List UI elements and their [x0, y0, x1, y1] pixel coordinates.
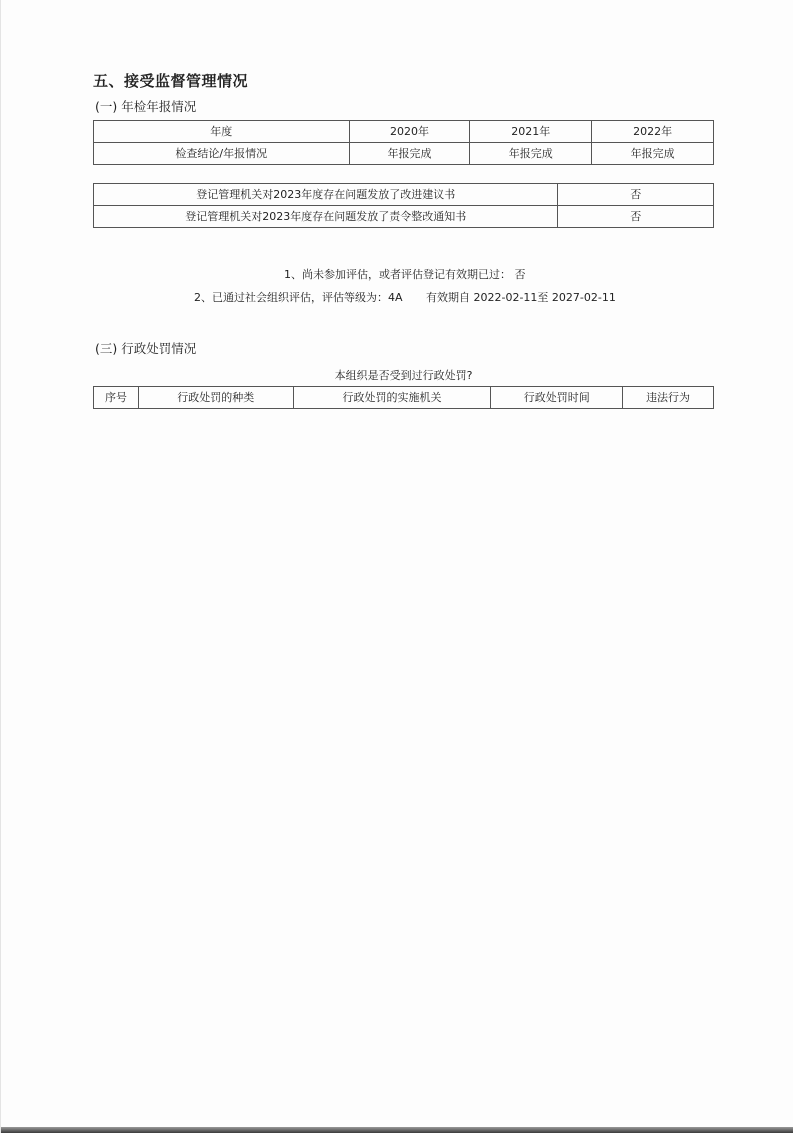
evaluation-line-1: 1、尚未参加评估，或者评估登记有效期已过： 否 — [284, 268, 526, 281]
table-cell: 登记管理机关对2023年度存在问题发放了改进建议书 — [94, 184, 558, 206]
table-header-cell: 年度 — [94, 121, 350, 143]
table-header-cell: 行政处罚的实施机关 — [293, 387, 491, 409]
table-cell: 年报完成 — [592, 143, 714, 165]
table-row — [94, 143, 714, 165]
annual-inspection-table — [93, 120, 714, 165]
subsection-title-penalty: (三) 行政处罚情况 — [95, 341, 197, 356]
evaluation-validity: 有效期自 2022-02-11至 2027-02-11 — [426, 291, 616, 304]
penalty-table — [93, 386, 714, 409]
table-cell: 否 — [558, 206, 714, 228]
table-cell: 年报完成 — [470, 143, 592, 165]
table-cell: 检查结论/年报情况 — [94, 143, 350, 165]
rectification-notice-table — [93, 183, 714, 228]
table-cell: 登记管理机关对2023年度存在问题发放了责令整改通知书 — [94, 206, 558, 228]
table-header-cell: 行政处罚时间 — [491, 387, 623, 409]
table-header-row — [94, 387, 714, 409]
table-cell: 年报完成 — [349, 143, 470, 165]
scan-bottom-edge — [1, 1127, 793, 1133]
table-header-cell: 2020年 — [349, 121, 470, 143]
table-header-cell: 2021年 — [470, 121, 592, 143]
table-header-cell: 序号 — [94, 387, 139, 409]
table-row — [94, 206, 714, 228]
table-row — [94, 184, 714, 206]
table-cell: 否 — [558, 184, 714, 206]
table-header-row — [94, 121, 714, 143]
section-title: 五、接受监督管理情况 — [93, 72, 249, 90]
table-header-cell: 行政处罚的种类 — [138, 387, 293, 409]
table-header-cell: 2022年 — [592, 121, 714, 143]
subsection-title-annual-inspection: (一) 年检年报情况 — [95, 99, 197, 114]
table-header-cell: 违法行为 — [623, 387, 714, 409]
evaluation-line-2: 2、已通过社会组织评估，评估等级为：4A — [194, 291, 403, 304]
penalty-question: 本组织是否受到过行政处罚? — [334, 369, 473, 382]
